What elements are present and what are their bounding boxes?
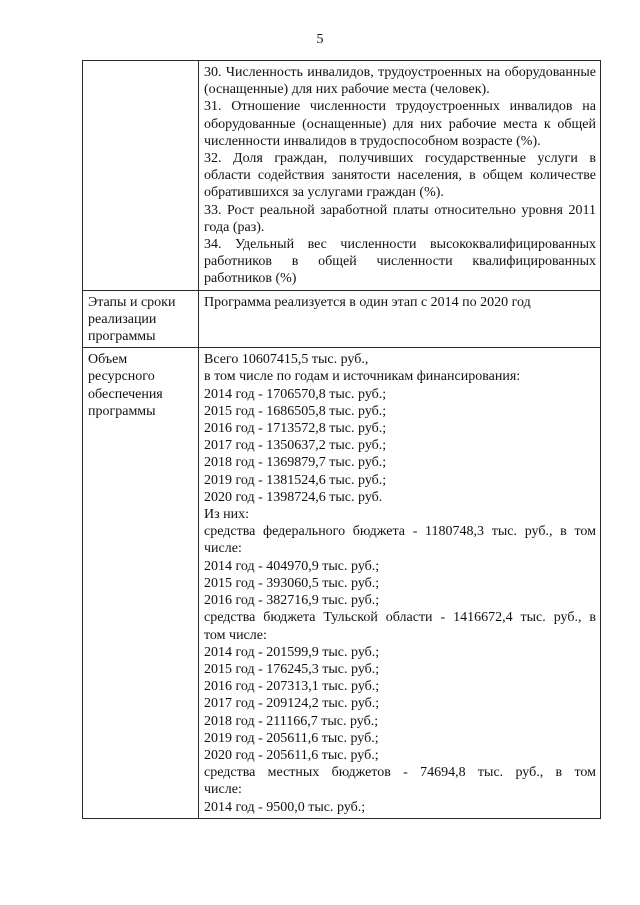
indicator-34: 34. Удельный вес численности высококвалифицированных работников в общей численности квалифицированных работников (%) [204,237,596,287]
funding-cell [199,348,601,818]
funding-line: числе: [204,782,242,798]
indicator-31: 31. Отношение численности трудоустроенных инвалидов на оборудованные (оснащенные) для них рабочие места к общей численности инвалидов в трудоспособном возрасте (%). [204,99,596,149]
funding-line: 2014 год - 1706570,8 тыс. руб.; [204,386,387,402]
funding-line: 2020 год - 205611,6 тыс. руб.; [204,747,379,763]
funding-line: 2020 год - 1398724,6 тыс. руб. [204,489,383,505]
funding-row [83,348,601,818]
funding-line: 2014 год - 404970,9 тыс. руб.; [204,558,380,574]
funding-line: 2014 год - 9500,0 тыс. руб.; [204,799,366,815]
funding-line: том числе: [204,627,267,643]
funding-line: средства бюджета Тульской области - 1416672,4 тыс. руб., в [204,610,596,626]
funding-line: в том числе по годам и источникам финансирования: [204,369,521,385]
indicators-row [83,61,601,291]
page-number: 5 [316,32,324,47]
indicator-30: 30. Численность инвалидов, трудоустроенных на оборудованные (оснащенные) для них рабочие места (человек). [204,65,596,98]
funding-line: 2016 год - 382716,9 тыс. руб.; [204,593,380,609]
funding-line: 2014 год - 201599,9 тыс. руб.; [204,644,380,660]
stages-row [83,290,601,348]
funding-line: 2015 год - 176245,3 тыс. руб.; [204,661,380,677]
stages-value: Программа реализуется в один этап с 2014 по 2020 год [199,290,601,348]
funding-line: 2017 год - 1350637,2 тыс. руб.; [204,438,387,454]
indicator-33: 33. Рост реальной заработной платы относительно уровня 2011 года (раз). [204,202,596,235]
funding-line: средства местных бюджетов - 74694,8 тыс. руб., в том [204,765,596,781]
funding-line: 2019 год - 1381524,6 тыс. руб.; [204,472,387,488]
indicator-32: 32. Доля граждан, получивших государственные услуги в области содействия занятости населения, в общем количестве обратившихся за услугами граждан (%). [204,151,596,201]
funding-line: 2018 год - 211166,7 тыс. руб.; [204,713,379,729]
funding-line: 2015 год - 1686505,8 тыс. руб.; [204,403,387,419]
program-passport-table [82,60,601,819]
funding-line: 2019 год - 205611,6 тыс. руб.; [204,730,379,746]
funding-line: Всего 10607415,5 тыс. руб., [204,352,369,368]
funding-line: 2018 год - 1369879,7 тыс. руб.; [204,455,387,471]
funding-line: числе: [204,541,242,557]
funding-line: 2017 год - 209124,2 тыс. руб.; [204,696,380,712]
funding-line: Из них: [204,507,250,523]
funding-line: 2016 год - 207313,1 тыс. руб.; [204,679,380,695]
stages-label: Этапы и сроки реализации программы [83,290,199,348]
funding-line: 2016 год - 1713572,8 тыс. руб.; [204,421,387,437]
indicators-cell [199,61,601,291]
funding-line: средства федерального бюджета - 1180748,3 тыс. руб., в том [204,524,596,540]
funding-label: Объем ресурсного обеспечения программы [83,348,199,818]
funding-line: 2015 год - 393060,5 тыс. руб.; [204,575,380,591]
row-label [83,61,199,291]
